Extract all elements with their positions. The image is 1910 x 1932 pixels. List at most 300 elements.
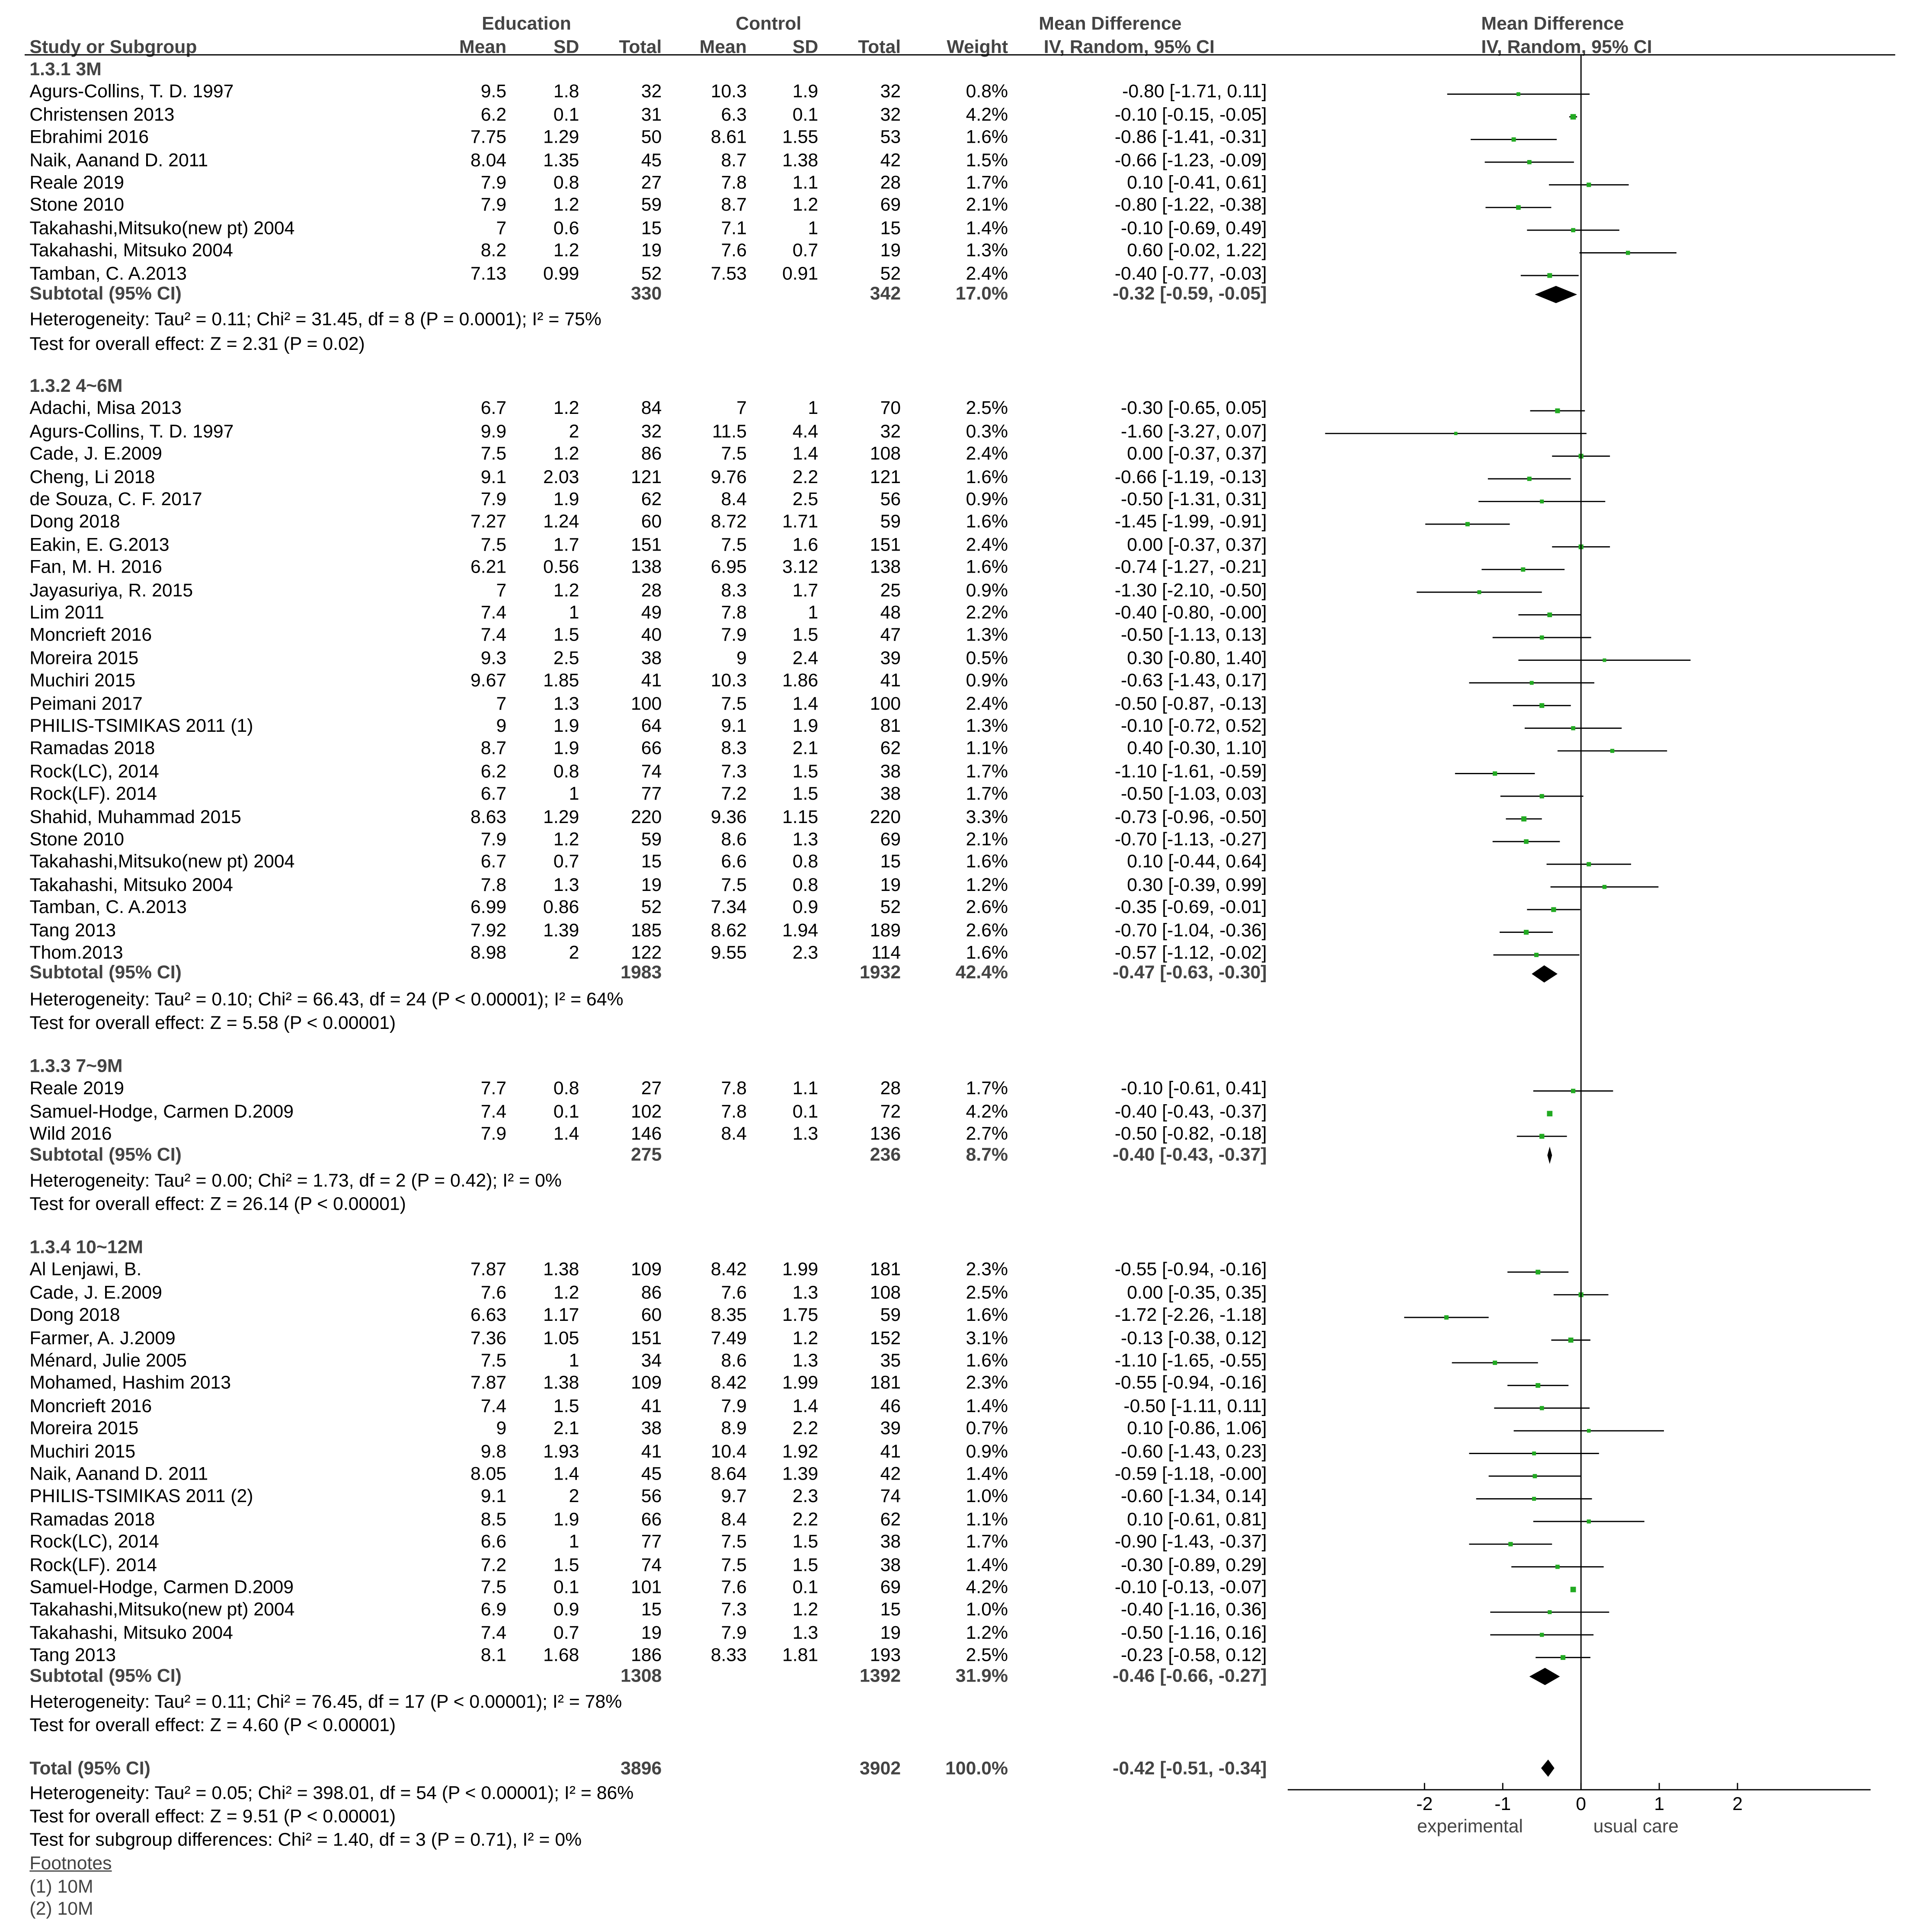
- cell-sd1: 0.6: [553, 218, 579, 239]
- cell-sd2: 1.9: [792, 82, 819, 103]
- cell-sd1: 1.17: [543, 1305, 579, 1326]
- cell-sd2: 1.5: [792, 761, 819, 782]
- cell-m1: 8.04: [470, 150, 507, 171]
- study-name: Tang 2013: [29, 1645, 116, 1666]
- cell-sd2: 0.1: [792, 1577, 819, 1599]
- cell-m2: 8.9: [721, 1418, 747, 1440]
- cell-m2: 8.42: [710, 1373, 747, 1394]
- point-estimate: [1571, 114, 1576, 120]
- point-estimate: [1603, 885, 1606, 889]
- cell-sd2: 2.5: [792, 489, 819, 510]
- point-estimate: [1516, 92, 1520, 96]
- cell-n1: 66: [641, 1509, 662, 1530]
- cell-w: 1.6%: [966, 127, 1008, 148]
- cell-sd2: 1.81: [782, 1645, 819, 1666]
- cell-ci: -0.40 [-0.43, -0.37]: [1114, 1101, 1267, 1122]
- cell-w: 2.6%: [966, 920, 1008, 941]
- cell-m2: 9.55: [710, 942, 747, 964]
- cell-sd1: 1.5: [553, 625, 579, 646]
- study-marker: [1447, 92, 1590, 96]
- cell-n2: 108: [870, 444, 901, 465]
- study-marker: [1493, 953, 1579, 957]
- study-name: Muchiri 2015: [29, 670, 136, 692]
- cell-m1: 7.13: [470, 263, 507, 284]
- cell-m1: 7.5: [480, 1350, 507, 1371]
- cell-ci: -0.40 [-1.16, 0.36]: [1121, 1599, 1267, 1621]
- subtotal-ci: -0.40 [-0.43, -0.37]: [1113, 1144, 1267, 1165]
- cell-n2: 108: [870, 1282, 901, 1304]
- cell-ci: -0.50 [-0.82, -0.18]: [1114, 1124, 1267, 1145]
- cell-sd1: 0.1: [553, 104, 579, 126]
- study-marker: [1533, 1089, 1613, 1093]
- header-study: Study or Subgroup: [29, 37, 197, 58]
- cell-n1: 59: [641, 195, 662, 216]
- study-marker: [1580, 251, 1676, 255]
- point-estimate: [1516, 205, 1521, 210]
- cell-m1: 7.9: [480, 1124, 507, 1145]
- overall-effect: Test for overall effect: Z = 5.58 (P < 0.00001): [29, 1013, 396, 1034]
- cell-sd2: 1.3: [792, 1282, 819, 1304]
- cell-ci: 0.10 [-0.44, 0.64]: [1127, 852, 1267, 873]
- study-marker: [1490, 1610, 1609, 1614]
- point-estimate: [1444, 1315, 1449, 1320]
- cell-sd1: 1.68: [543, 1645, 579, 1666]
- cell-w: 1.0%: [966, 1486, 1008, 1508]
- cell-sd1: 0.1: [553, 1577, 579, 1599]
- cell-n1: 86: [641, 444, 662, 465]
- cell-n2: 52: [880, 897, 901, 918]
- cell-sd2: 0.91: [782, 263, 819, 284]
- cell-w: 0.3%: [966, 421, 1008, 442]
- cell-w: 4.2%: [966, 1577, 1008, 1599]
- cell-m2: 7.6: [721, 1577, 747, 1599]
- cell-m1: 9.67: [470, 670, 507, 692]
- cell-n2: 74: [880, 1486, 901, 1508]
- study-name: Ramadas 2018: [29, 738, 155, 760]
- header-control: Control: [736, 13, 802, 35]
- study-name: Lim 2011: [29, 602, 105, 624]
- cell-sd1: 1.9: [553, 738, 579, 760]
- cell-n1: 45: [641, 1464, 662, 1485]
- cell-w: 1.6%: [966, 1305, 1008, 1326]
- cell-w: 1.5%: [966, 150, 1008, 171]
- cell-sd2: 0.9: [792, 897, 819, 918]
- heterogeneity: Heterogeneity: Tau² = 0.00; Chi² = 1.73, df = 2 (P = 0.42); I² = 0%: [29, 1170, 562, 1192]
- subtotal-weight: 42.4%: [955, 963, 1008, 984]
- cell-ci: -1.10 [-1.61, -0.59]: [1114, 761, 1267, 782]
- header-mean1: Mean: [459, 37, 507, 58]
- cell-sd2: 1.38: [782, 150, 819, 171]
- cell-sd1: 1.5: [553, 1554, 579, 1576]
- axis-label-right: usual care: [1593, 1816, 1679, 1837]
- cell-m2: 7.8: [721, 172, 747, 194]
- tick-label: 2: [1732, 1794, 1743, 1815]
- cell-m1: 7.4: [480, 625, 507, 646]
- subgroup-differences: Test for subgroup differences: Chi² = 1.40, df = 3 (P = 0.71), I² = 0%: [29, 1829, 582, 1851]
- cell-m1: 9.9: [480, 421, 507, 442]
- cell-ci: -0.59 [-1.18, -0.00]: [1114, 1464, 1267, 1485]
- cell-sd2: 1.3: [792, 829, 819, 850]
- study-name: Muchiri 2015: [29, 1441, 136, 1462]
- cell-m1: 7.87: [470, 1373, 507, 1394]
- point-estimate: [1561, 1655, 1565, 1660]
- subtotal-n1: 330: [630, 283, 662, 304]
- subtotal-n1: 1308: [621, 1665, 662, 1686]
- cell-w: 2.1%: [966, 829, 1008, 850]
- point-estimate: [1587, 1429, 1591, 1433]
- cell-m1: 6.63: [470, 1305, 507, 1326]
- cell-n2: 220: [870, 806, 901, 828]
- cell-m2: 8.7: [721, 195, 747, 216]
- cell-m1: 9.5: [480, 82, 507, 103]
- cell-n2: 42: [880, 1464, 901, 1485]
- cell-m2: 7.9: [721, 625, 747, 646]
- study-marker: [1481, 567, 1564, 572]
- cell-n2: 38: [880, 1532, 901, 1553]
- cell-n2: 100: [870, 693, 901, 714]
- cell-m1: 7: [496, 580, 507, 601]
- cell-n2: 32: [880, 104, 901, 126]
- subtotal-diamond: [1529, 1668, 1560, 1685]
- cell-m2: 8.4: [721, 489, 747, 510]
- cell-m1: 7.87: [470, 1259, 507, 1281]
- cell-sd1: 1.38: [543, 1373, 579, 1394]
- study-name: Eakin, E. G.2013: [29, 534, 170, 556]
- cell-n1: 15: [641, 218, 662, 239]
- point-estimate: [1534, 953, 1539, 957]
- study-marker: [1476, 1497, 1592, 1501]
- cell-n2: 69: [880, 195, 901, 216]
- study-name: Takahashi, Mitsuko 2004: [29, 240, 233, 262]
- point-estimate: [1547, 1111, 1552, 1116]
- study-name: Al Lenjawi, B.: [29, 1259, 142, 1281]
- cell-n1: 101: [630, 1577, 662, 1599]
- cell-sd1: 1.2: [553, 1282, 579, 1304]
- cell-n1: 27: [641, 172, 662, 194]
- cell-ci: -0.50 [-1.11, 0.11]: [1123, 1396, 1267, 1417]
- cell-w: 1.1%: [966, 1509, 1008, 1530]
- cell-sd2: 1.1: [792, 1078, 819, 1100]
- cell-m1: 6.99: [470, 897, 507, 918]
- cell-ci: -0.50 [-0.87, -0.13]: [1114, 693, 1267, 714]
- cell-w: 2.7%: [966, 1124, 1008, 1145]
- cell-m2: 7: [736, 398, 747, 420]
- cell-w: 0.5%: [966, 647, 1008, 669]
- cell-sd1: 1.2: [553, 580, 579, 601]
- point-estimate: [1540, 1406, 1544, 1410]
- study-name: Farmer, A. J.2009: [29, 1327, 176, 1349]
- cell-n2: 48: [880, 602, 901, 624]
- cell-m1: 6.7: [480, 852, 507, 873]
- study-marker: [1521, 273, 1579, 278]
- cell-m2: 7.49: [710, 1327, 747, 1349]
- cell-w: 1.6%: [966, 942, 1008, 964]
- cell-m2: 9.36: [710, 806, 747, 828]
- cell-ci: -0.66 [-1.19, -0.13]: [1114, 466, 1267, 488]
- study-name: Mohamed, Hashim 2013: [29, 1373, 231, 1394]
- cell-m2: 7.6: [721, 1282, 747, 1304]
- subtotal-n1: 1983: [621, 963, 662, 984]
- subtotal-diamond: [1535, 286, 1577, 303]
- subgroup-title: 1.3.2 4~6M: [29, 375, 123, 397]
- cell-m2: 9: [736, 647, 747, 669]
- cell-w: 0.9%: [966, 489, 1008, 510]
- cell-ci: 0.30 [-0.39, 0.99]: [1127, 875, 1267, 896]
- cell-m2: 10.3: [710, 82, 747, 103]
- cell-m2: 7.9: [721, 1396, 747, 1417]
- cell-ci: -0.70 [-1.04, -0.36]: [1114, 920, 1267, 941]
- cell-m1: 9.8: [480, 1441, 507, 1462]
- cell-ci: -0.10 [-0.13, -0.07]: [1114, 1577, 1267, 1599]
- study-marker: [1549, 183, 1629, 187]
- cell-ci: 0.10 [-0.61, 0.81]: [1127, 1509, 1267, 1530]
- study-marker: [1527, 228, 1619, 232]
- cell-ci: -0.60 [-1.34, 0.14]: [1121, 1486, 1267, 1508]
- cell-sd1: 1.85: [543, 670, 579, 692]
- cell-m2: 7.8: [721, 1078, 747, 1100]
- point-estimate: [1533, 1474, 1537, 1478]
- point-estimate: [1508, 1542, 1513, 1546]
- subtotal-n2: 342: [870, 283, 901, 304]
- cell-w: 1.2%: [966, 1622, 1008, 1644]
- point-estimate: [1524, 839, 1529, 844]
- cell-ci: -0.55 [-0.94, -0.16]: [1114, 1259, 1267, 1281]
- cell-sd2: 2.2: [792, 1509, 819, 1530]
- study-name: Moncrieft 2016: [29, 1396, 152, 1417]
- cell-n1: 84: [641, 398, 662, 420]
- point-estimate: [1540, 794, 1544, 798]
- cell-m1: 6.2: [480, 761, 507, 782]
- cell-n1: 45: [641, 150, 662, 171]
- study-marker: [1489, 1474, 1581, 1478]
- cell-sd2: 1.4: [792, 1396, 819, 1417]
- cell-m2: 8.35: [710, 1305, 747, 1326]
- cell-m2: 8.4: [721, 1124, 747, 1145]
- study-marker: [1571, 1587, 1576, 1592]
- cell-ci: -0.50 [-1.16, 0.16]: [1121, 1622, 1267, 1644]
- cell-m2: 7.6: [721, 240, 747, 262]
- cell-n1: 38: [641, 647, 662, 669]
- cell-ci: 0.60 [-0.02, 1.22]: [1127, 240, 1267, 262]
- cell-m2: 10.4: [710, 1441, 747, 1462]
- study-name: Naik, Aanand D. 2011: [29, 150, 208, 171]
- cell-n2: 39: [880, 647, 901, 669]
- cell-sd2: 2.3: [792, 942, 819, 964]
- cell-ci: -0.40 [-0.80, -0.00]: [1114, 602, 1267, 624]
- study-name: Takahashi,Mitsuko(new pt) 2004: [29, 218, 295, 239]
- cell-m1: 7.4: [480, 1101, 507, 1122]
- cell-w: 4.2%: [966, 104, 1008, 126]
- cell-sd1: 1.2: [553, 398, 579, 420]
- study-name: Ménard, Julie 2005: [29, 1350, 187, 1371]
- cell-m1: 7: [496, 693, 507, 714]
- study-marker: [1417, 590, 1542, 594]
- cell-m1: 6.21: [470, 557, 507, 578]
- cell-n2: 56: [880, 489, 901, 510]
- cell-m1: 8.98: [470, 942, 507, 964]
- study-marker: [1551, 885, 1659, 889]
- cell-sd2: 1.92: [782, 1441, 819, 1462]
- cell-sd1: 0.8: [553, 1078, 579, 1100]
- cell-m1: 7.75: [470, 127, 507, 148]
- point-estimate: [1536, 1270, 1540, 1275]
- cell-m2: 7.5: [721, 1554, 747, 1576]
- point-estimate: [1521, 567, 1525, 572]
- cell-sd2: 1: [808, 218, 819, 239]
- overall-effect: Test for overall effect: Z = 26.14 (P < 0.00001): [29, 1194, 406, 1216]
- cell-n2: 41: [880, 1441, 901, 1462]
- cell-m1: 7.27: [470, 512, 507, 533]
- cell-m2: 8.62: [710, 920, 747, 941]
- study-marker: [1527, 907, 1580, 912]
- point-estimate: [1536, 1383, 1540, 1388]
- cell-sd2: 1.7: [792, 580, 819, 601]
- cell-ci: -0.60 [-1.43, 0.23]: [1121, 1441, 1267, 1462]
- cell-m1: 7.9: [480, 489, 507, 510]
- cell-n1: 41: [641, 670, 662, 692]
- cell-w: 2.4%: [966, 263, 1008, 284]
- cell-n1: 59: [641, 829, 662, 850]
- cell-sd1: 1.05: [543, 1327, 579, 1349]
- cell-w: 2.5%: [966, 1282, 1008, 1304]
- cell-sd2: 1: [808, 602, 819, 624]
- cell-n2: 19: [880, 1622, 901, 1644]
- study-name: de Souza, C. F. 2017: [29, 489, 202, 510]
- tick-label: 0: [1576, 1794, 1587, 1815]
- study-marker: [1517, 1134, 1567, 1139]
- cell-sd2: 1: [808, 398, 819, 420]
- header-mean2: Mean: [699, 37, 747, 58]
- study-marker: [1518, 612, 1581, 617]
- cell-n2: 25: [880, 580, 901, 601]
- cell-ci: -0.40 [-0.77, -0.03]: [1114, 263, 1267, 284]
- cell-n1: 62: [641, 489, 662, 510]
- point-estimate: [1477, 590, 1481, 594]
- cell-sd2: 2.3: [792, 1486, 819, 1508]
- cell-n2: 62: [880, 1509, 901, 1530]
- cell-sd2: 1.6: [792, 534, 819, 556]
- cell-n1: 31: [641, 104, 662, 126]
- cell-n1: 19: [641, 1622, 662, 1644]
- cell-sd2: 0.7: [792, 240, 819, 262]
- study-marker: [1514, 1429, 1664, 1433]
- cell-ci: -0.10 [-0.72, 0.52]: [1121, 716, 1267, 737]
- subgroup-title: 1.3.3 7~9M: [29, 1056, 123, 1077]
- study-name: Takahashi,Mitsuko(new pt) 2004: [29, 852, 295, 873]
- cell-m1: 8.5: [480, 1509, 507, 1530]
- cell-w: 2.5%: [966, 1645, 1008, 1666]
- cell-ci: -1.30 [-2.10, -0.50]: [1114, 580, 1267, 601]
- study-name: Dong 2018: [29, 1305, 120, 1326]
- cell-n2: 81: [880, 716, 901, 737]
- cell-w: 1.3%: [966, 240, 1008, 262]
- study-name: Tamban, C. A.2013: [29, 897, 187, 918]
- cell-w: 0.9%: [966, 580, 1008, 601]
- cell-m2: 7.9: [721, 1622, 747, 1644]
- cell-ci: -0.57 [-1.12, -0.02]: [1114, 942, 1267, 964]
- study-name: Moncrieft 2016: [29, 625, 152, 646]
- cell-w: 2.6%: [966, 897, 1008, 918]
- cell-sd1: 1: [569, 784, 579, 805]
- study-name: PHILIS-TSIMIKAS 2011 (2): [29, 1486, 253, 1508]
- cell-m1: 9: [496, 1418, 507, 1440]
- cell-n1: 56: [641, 1486, 662, 1508]
- point-estimate: [1603, 658, 1606, 662]
- total-heterogeneity: Heterogeneity: Tau² = 0.05; Chi² = 398.01, df = 54 (P < 0.00001); I² = 86%: [29, 1783, 634, 1804]
- cell-sd2: 1.3: [792, 1622, 819, 1644]
- study-name: Ramadas 2018: [29, 1509, 155, 1530]
- cell-w: 2.4%: [966, 534, 1008, 556]
- study-marker: [1506, 816, 1542, 821]
- cell-sd1: 1.3: [553, 875, 579, 896]
- cell-n2: 35: [880, 1350, 901, 1371]
- cell-m2: 6.3: [721, 104, 747, 126]
- cell-n2: 114: [871, 942, 901, 964]
- cell-w: 1.2%: [966, 875, 1008, 896]
- study-name: Agurs-Collins, T. D. 1997: [29, 82, 234, 103]
- point-estimate: [1555, 408, 1560, 413]
- study-marker: [1518, 658, 1690, 662]
- cell-sd2: 1.2: [792, 1599, 819, 1621]
- cell-n2: 70: [880, 398, 901, 420]
- cell-n1: 40: [641, 625, 662, 646]
- study-marker: [1493, 839, 1560, 844]
- cell-w: 1.7%: [966, 172, 1008, 194]
- point-estimate: [1532, 1451, 1536, 1455]
- cell-n1: 74: [641, 1554, 662, 1576]
- cell-n2: 181: [870, 1373, 901, 1394]
- cell-m1: 6.7: [480, 398, 507, 420]
- cell-n2: 52: [880, 263, 901, 284]
- header-sd2: SD: [792, 37, 819, 58]
- cell-n1: 27: [641, 1078, 662, 1100]
- point-estimate: [1568, 1338, 1574, 1343]
- cell-n1: 60: [641, 512, 662, 533]
- point-estimate: [1539, 1134, 1544, 1139]
- cell-n1: 15: [641, 852, 662, 873]
- point-estimate: [1587, 183, 1591, 187]
- cell-sd1: 2.03: [543, 466, 579, 488]
- study-marker: [1469, 1451, 1599, 1455]
- cell-sd1: 1.29: [543, 806, 579, 828]
- cell-n1: 122: [630, 942, 662, 964]
- cell-n1: 60: [641, 1305, 662, 1326]
- cell-n2: 28: [880, 1078, 901, 1100]
- cell-m1: 7.6: [480, 1282, 507, 1304]
- point-estimate: [1493, 771, 1497, 775]
- cell-m1: 7.9: [480, 172, 507, 194]
- subtotal-n2: 1392: [860, 1665, 901, 1686]
- study-name: Takahashi, Mitsuko 2004: [29, 875, 233, 896]
- cell-ci: -0.90 [-1.43, -0.37]: [1114, 1532, 1267, 1553]
- study-marker: [1551, 1338, 1590, 1343]
- cell-sd2: 1.4: [792, 693, 819, 714]
- cell-w: 1.4%: [966, 218, 1008, 239]
- study-marker: [1469, 1542, 1552, 1546]
- cell-ci: -0.66 [-1.23, -0.09]: [1114, 150, 1267, 171]
- study-name: Peimani 2017: [29, 693, 143, 714]
- cell-m2: 7.1: [721, 218, 747, 239]
- header-total2: Total: [858, 37, 901, 58]
- cell-n2: 151: [870, 534, 901, 556]
- study-name: Samuel-Hodge, Carmen D.2009: [29, 1577, 294, 1599]
- cell-ci: -0.74 [-1.27, -0.21]: [1114, 557, 1267, 578]
- study-name: Rock(LC), 2014: [29, 761, 159, 782]
- cell-n2: 136: [870, 1124, 901, 1145]
- cell-sd1: 1.4: [553, 1124, 579, 1145]
- point-estimate: [1524, 930, 1529, 935]
- cell-sd2: 2.2: [792, 1418, 819, 1440]
